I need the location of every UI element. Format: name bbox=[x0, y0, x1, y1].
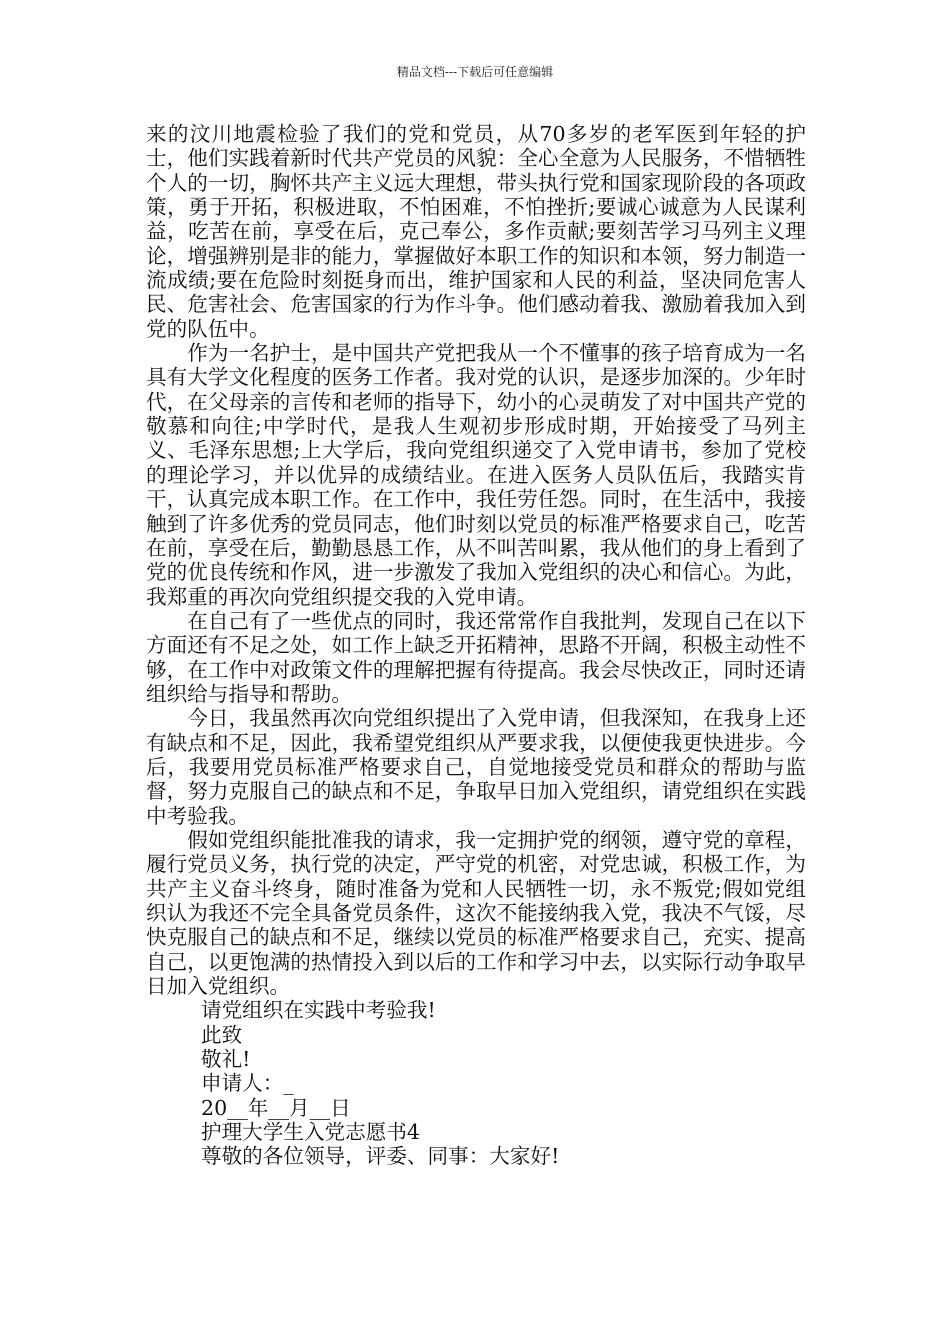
body-paragraph-4: 今日，我虽然再次向党组织提出了入党申请，但我深知，在我身上还有缺点和不足，因此，我希望党组织从严要求我，以便使我更快进步。今后，我要用党员标准严格要求自己，自觉地接受党员和群众的帮助与监督，努力克服自己的缺点和不足，争取早日加入党组织，请党组织在实践中考验我。 bbox=[146, 706, 806, 828]
body-paragraph-5: 假如党组织能批准我的请求，我一定拥护党的纲领，遵守党的章程，履行党员义务，执行党的决定，严守党的机密，对党忠诚，积极工作，为共产主义奋斗终身，随时准备为党和人民牺牲一切，永不叛党;假如党组织认为我还不完全具备党员条件，这次不能接纳我入党，我决不气馁，尽快克服自己的缺点和不足，继续以党员的标准严格要求自己，充实、提高自己，以更饱满的热情投入到以后的工作和学习中去，以实际行动争取早日加入党组织。 bbox=[146, 827, 806, 999]
next-section-title: 护理大学生入党志愿书4 bbox=[201, 1120, 421, 1145]
document-body bbox=[146, 122, 806, 1169]
next-section-greeting: 尊敬的各位领导，评委、同事：大家好! bbox=[201, 1144, 560, 1169]
body-paragraph-3: 在自己有了一些优点的同时，我还常常作自我批判，发现自己在以下方面还有不足之处，如工作上缺乏开拓精神，思路不开阔，积极主动性不够，在工作中对政策文件的理解把握有待提高。我会尽快改正，同时还请组织给与指导和帮助。 bbox=[146, 608, 806, 706]
date-line: 20__年__月__日 bbox=[201, 1095, 351, 1120]
body-paragraph-1: 来的汶川地震检验了我们的党和党员，从70多岁的老军医到年轻的护士，他们实践着新时代共产党员的风貌：全心全意为人民服务，不惜牺牲个人的一切，胸怀共产主义远大理想，带头执行党和国家现阶段的各项政策，勇于开拓，积极进取，不怕困难，不怕挫折;要诚心诚意为人民谋利益，吃苦在前，享受在后，克己奉公，多作贡献;要刻苦学习马列主义理论，增强辨别是非的能力，掌握做好本职工作的知识和本领，努力制造一流成绩;要在危险时刻挺身而出，维护国家和人民的利益，坚决同危害人民、危害社会、危害国家的行为作斗争。他们感动着我、激励着我加入到党的队伍中。 bbox=[146, 122, 806, 341]
closing-test-me: 请党组织在实践中考验我! bbox=[201, 998, 436, 1023]
closing-salutation: 此致 bbox=[201, 1022, 243, 1047]
closing-respect: 敬礼! bbox=[201, 1047, 251, 1072]
applicant-signature-line: 申请人：_ bbox=[201, 1071, 294, 1096]
page-header: 精品文档---下载后可任意编辑 bbox=[396, 65, 554, 79]
body-paragraph-2: 作为一名护士，是中国共产党把我从一个不懂事的孩子培育成为一名具有大学文化程度的医务工作者。我对党的认识，是逐步加深的。少年时代，在父母亲的言传和老师的指导下，幼小的心灵萌发了对中国共产党的敬慕和向往;中学时代，是我人生观初步形成时期，开始接受了马列主义、毛泽东思想;上大学后，我向党组织递交了入党申请书，参加了党校的理论学习，并以优异的成绩结业。在进入医务人员队伍后，我踏实肯干，认真完成本职工作。在工作中，我任劳任怨。同时，在生活中，我接触到了许多优秀的党员同志，他们时刻以党员的标准严格要求自己，吃苦在前，享受在后，勤勤恳恳工作，从不叫苦叫累，我从他们的身上看到了党的优良传统和作风，进一步激发了我加入党组织的决心和信心。为此，我郑重的再次向党组织提交我的入党申请。 bbox=[146, 341, 806, 609]
closing-section bbox=[146, 998, 806, 1168]
